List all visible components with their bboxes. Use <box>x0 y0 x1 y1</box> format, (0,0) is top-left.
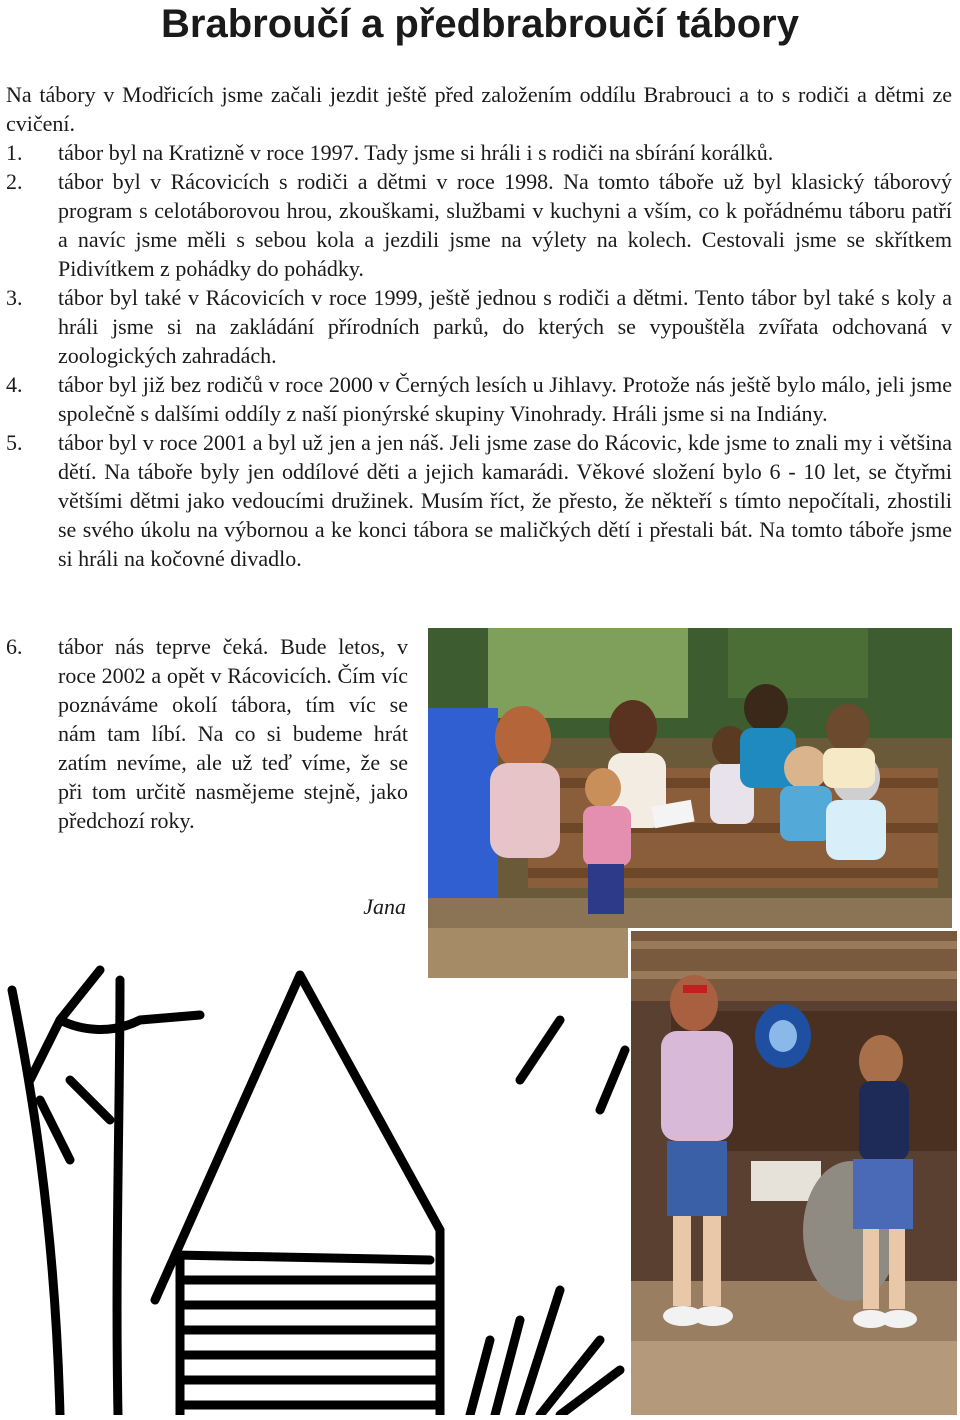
list-item <box>6 138 952 167</box>
item-number: 4. <box>6 372 23 397</box>
author-signature: Jana <box>363 894 406 919</box>
camp-photo-girls <box>628 928 957 1415</box>
camp-photo-girls-image <box>631 931 957 1415</box>
page-title: Brabroučí a předbrabroučí tábory <box>161 2 799 46</box>
item-text: tábor byl také v Rácovicích v roce 1999, ještě jednou s rodiči a dětmi. Tento tábor byl také s koly a hráli jsme si na zakládání přírodních parků, do kterých se vypouštěla zvířata odchovaná v zoologických zahradách. <box>58 285 952 368</box>
list-item <box>6 428 952 573</box>
item-text: tábor byl na Kratizně v roce 1997. Tady jsme si hráli i s rodiči na sbírání korálků. <box>58 140 774 165</box>
item-number: 6. <box>6 634 23 659</box>
item-number: 3. <box>6 285 23 310</box>
intro-paragraph: Na tábory v Modřicích jsme začali jezdit ještě před založením oddílu Brabrouci a to s rodiči a dětmi ze cvičení. <box>6 82 952 136</box>
item-text: tábor byl již bez rodičů v roce 2000 v Černých lesích u Jihlavy. Protože nás ještě bylo málo, jeli jsme společně s dalšími oddíly z naší pionýrské skupiny Vinohrady. Hráli jsme si na Indiány. <box>58 372 952 426</box>
camp-photo-group <box>428 628 952 978</box>
cabin-drawing-image <box>0 960 630 1415</box>
item-text: tábor nás teprve čeká. Bude letos, v roce 2002 a opět v Rácovicích. Čím víc poznáváme okolí tábora, tím víc se nám tam líbí. Na co si budeme hrát zatím nevíme, ale už teď víme, že se při tom určitě nasmějeme stejně, jako předchozí roky. <box>58 634 408 833</box>
camp-photo-group-image <box>428 628 952 978</box>
item-text: tábor byl v Rácovicích s rodiči a dětmi v roce 1998. Na tomto táboře už byl klasický táborový program s celotáborovou hrou, zkouškami, službami v kuchyni a vším, co k pořádnému táboru patří a navíc jsme měli s sebou kola a jezdili jsme na výlety na kolech. Cestovali jsme se skřítkem Pidivítkem z pohádky do pohádky. <box>58 169 952 281</box>
list-item <box>6 283 952 370</box>
list-item-6 <box>6 632 408 835</box>
cabin-drawing <box>0 960 630 1415</box>
camp-list <box>6 138 952 573</box>
item-text: tábor byl v roce 2001 a byl už jen a jen náš. Jeli jsme zase do Rácovic, kde jsme to znali my i většina dětí. Na táboře byly jen oddílové děti a jejich kamarádi. Věkové složení bylo 6 - 10 let, se čtyřmi většími dětmi jako vedoucími družinek. Musím říct, že přesto, že někteří s tímto nepočítali, zhostili se svého úkolu na výbornou a ke konci tábora se maličkých dětí i přestali bát. Na tomto táboře jsme si hráli na kočovné divadlo. <box>58 430 952 571</box>
item-number: 1. <box>6 140 23 165</box>
list-item <box>6 167 952 283</box>
item-number: 2. <box>6 169 23 194</box>
item-number: 5. <box>6 430 23 455</box>
list-item <box>6 370 952 428</box>
